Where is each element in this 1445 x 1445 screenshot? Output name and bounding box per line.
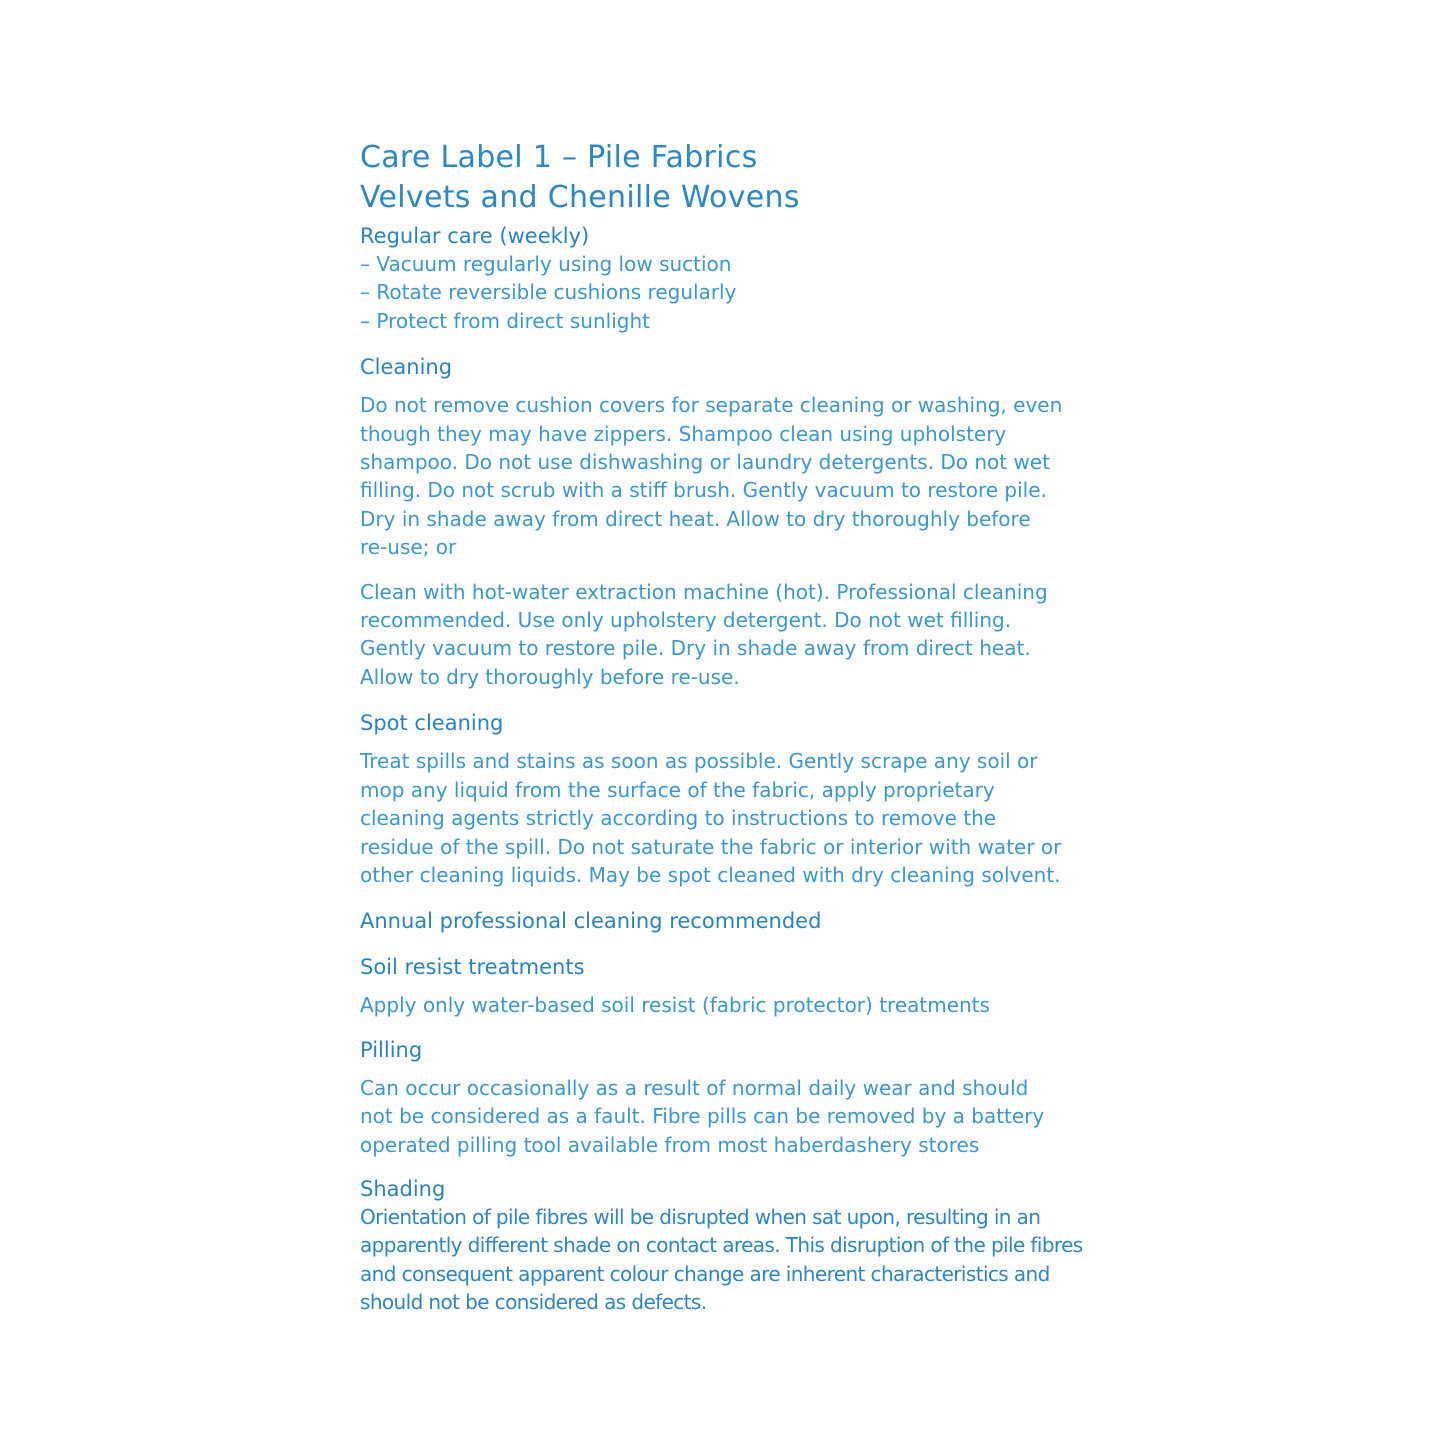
text-line: recommended. Use only upholstery detergent. Do not wet filling. — [360, 608, 1012, 633]
shading-paragraph — [360, 1203, 1083, 1317]
shading-heading: Shading — [360, 1176, 446, 1201]
spot-cleaning-paragraph — [360, 747, 1080, 889]
spot-cleaning-heading: Spot cleaning — [360, 711, 504, 736]
text-line: cleaning agents strictly according to instructions to remove the — [360, 806, 997, 831]
text-line: Treat spills and stains as soon as possible. Gently scrape any soil or — [360, 749, 1038, 774]
text-line: filling. Do not scrub with a stiff brush. Gently vacuum to restore pile. — [360, 478, 1047, 503]
text-line: re-use; or — [360, 535, 457, 560]
text-line: operated pilling tool available from most haberdashery stores — [360, 1132, 980, 1157]
text-line: Clean with hot-water extraction machine (hot). Professional cleaning — [360, 579, 1048, 604]
text-line: Orientation of pile fibres will be disrupted when sat upon, resulting in an — [360, 1204, 1041, 1229]
cleaning-heading: Cleaning — [360, 355, 453, 380]
text-line: Allow to dry thoroughly before re-use. — [360, 664, 740, 689]
text-line: shampoo. Do not use dishwashing or laundry detergents. Do not wet — [360, 450, 1050, 475]
soil-resist-heading: Soil resist treatments — [360, 955, 585, 980]
text-line: apparently different shade on contact areas. This disruption of the pile fibres — [360, 1233, 1083, 1258]
text-line: residue of the spill. Do not saturate the fabric or interior with water or — [360, 834, 1062, 859]
regular-care-item: – Protect from direct sunlight — [360, 308, 650, 333]
text-line: Apply only water-based soil resist (fabric protector) treatments — [360, 993, 990, 1018]
text-line: and consequent apparent colour change are inherent characteristics and — [360, 1261, 1050, 1286]
pilling-paragraph — [360, 1074, 1080, 1159]
cleaning-paragraph-2 — [360, 578, 1080, 692]
document-title-line-1: Care Label 1 – Pile Fabrics — [360, 140, 758, 175]
pilling-heading: Pilling — [360, 1037, 423, 1062]
text-line: Gently vacuum to restore pile. Dry in shade away from direct heat. — [360, 636, 1031, 661]
document-title-line-2: Velvets and Chenille Wovens — [360, 180, 800, 215]
cleaning-paragraph-1 — [360, 391, 1080, 561]
annual-cleaning-heading: Annual professional cleaning recommended — [360, 909, 822, 934]
text-line: Dry in shade away from direct heat. Allow to dry thoroughly before — [360, 506, 1031, 531]
soil-resist-paragraph — [360, 991, 1080, 1019]
text-line: not be considered as a fault. Fibre pills can be removed by a battery — [360, 1104, 1045, 1129]
text-line: Can occur occasionally as a result of normal daily wear and should — [360, 1075, 1029, 1100]
regular-care-heading: Regular care (weekly) — [360, 224, 590, 248]
text-line: mop any liquid from the surface of the fabric, apply proprietary — [360, 777, 995, 802]
text-line: should not be considered as defects. — [360, 1290, 707, 1315]
text-line: other cleaning liquids. May be spot cleaned with dry cleaning solvent. — [360, 862, 1061, 887]
text-line: though they may have zippers. Shampoo clean using upholstery — [360, 421, 1007, 446]
regular-care-item: – Rotate reversible cushions regularly — [360, 280, 737, 305]
care-label-document — [360, 138, 1083, 1317]
text-line: Do not remove cushion covers for separate cleaning or washing, even — [360, 393, 1063, 418]
regular-care-item: – Vacuum regularly using low suction — [360, 252, 732, 276]
